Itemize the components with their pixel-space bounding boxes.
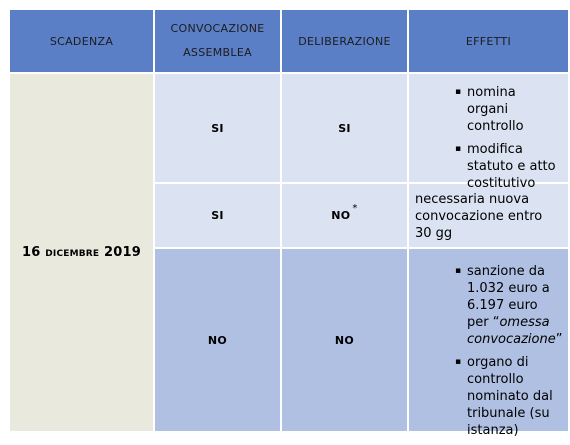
effetti-item-text: organo di controllo nominato dal tribunale (su istanza) [467,355,553,438]
list-item [453,263,562,348]
list-item [453,84,560,135]
deadline-year: 2019 [104,245,142,260]
header-convocazione-line1: CONVOCAZIONE [170,22,265,35]
header-scadenza: SCADENZA [10,10,153,72]
effetti-item-text [467,264,562,347]
header-convocazione-line2: ASSEMBLEA [183,46,252,59]
row2-convocazione: SI [155,184,280,247]
row3-effetti [409,249,568,438]
header-deliberazione: DELIBERAZIONE [282,10,407,72]
row2-effetti-text: necessaria nuova convocazione entro 30 gg [415,192,543,241]
bullet-icon: ▪ [455,87,462,97]
deadline-cell [10,74,153,431]
header-effetti: EFFETTI [409,10,568,72]
deadlines-table [10,10,566,438]
asterisk-footnote-mark: * [352,203,358,214]
bullet-icon: ▪ [455,357,462,367]
deadline-month: dicembre [45,245,100,260]
deadline-date [22,245,141,260]
row3-convocazione: NO [155,249,280,431]
bullet-icon: ▪ [455,266,462,276]
header-convocazione-assemblea [155,10,280,72]
bullet-icon: ▪ [455,144,462,154]
row1-convocazione: SI [155,74,280,182]
row1-deliberazione: SI [282,74,407,182]
row3-deliberazione: NO [282,249,407,431]
row2-deliberazione [282,184,407,247]
omessa-convocazione-text: omessa convocazione [467,315,556,347]
closing-quote: ” [555,332,563,347]
row1-effetti-list [453,84,560,198]
sanzione-text: sanzione da 1.032 euro a 6.197 euro per “ [467,264,550,330]
row1-effetti [409,74,568,191]
effetti-item-text: modifica statuto e atto costitutivo [467,142,556,191]
deadline-day: 16 [21,245,41,260]
effetti-item-text: nomina organi controllo [467,85,524,134]
list-item [453,354,562,439]
row2-effetti [409,184,568,247]
list-item [453,141,560,192]
row3-effetti-list [453,263,562,445]
row2-deliberazione-value: NO [331,209,351,222]
